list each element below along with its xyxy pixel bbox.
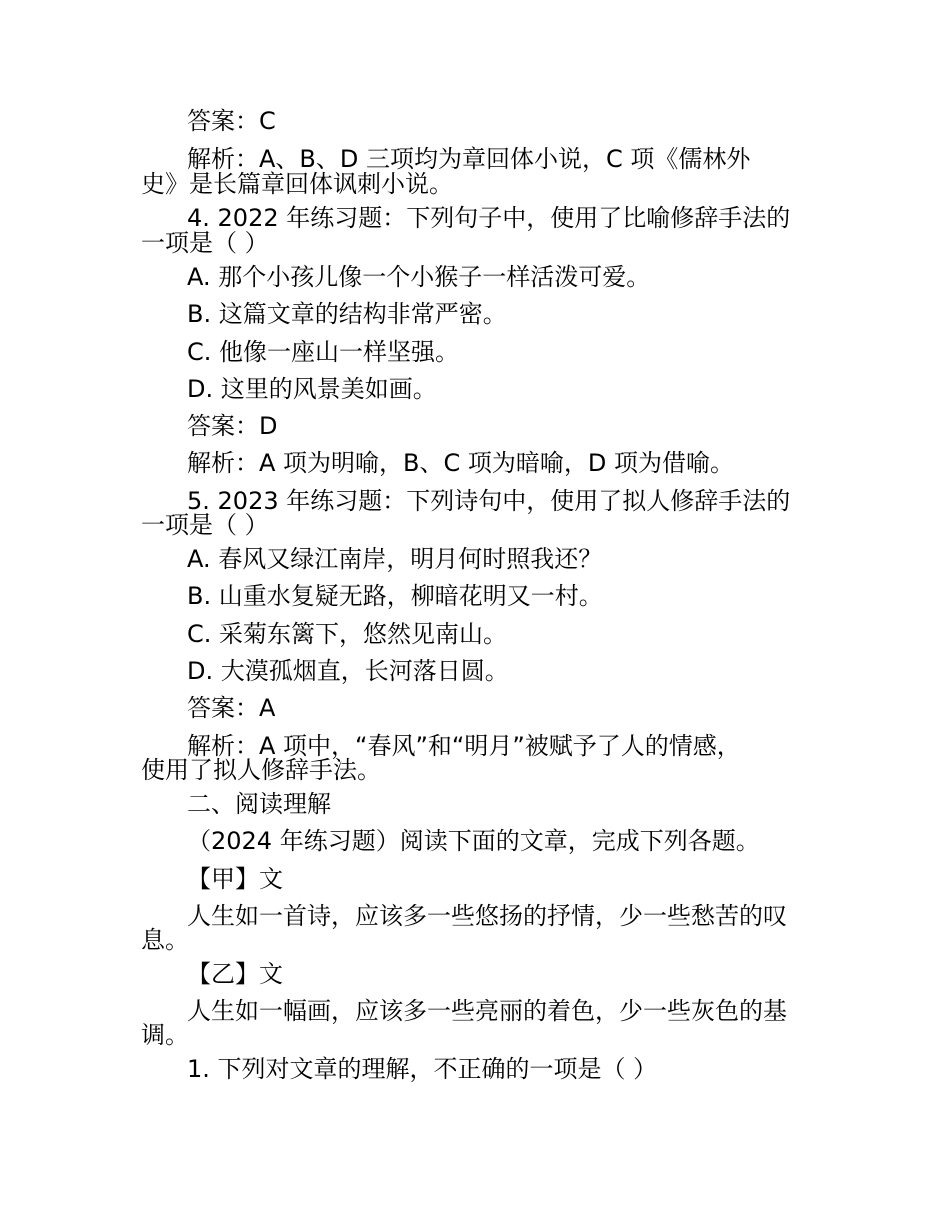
analysis-5-line-1: 解析：A 项中，“春风”和“明月”被赋予了人的情感， xyxy=(187,732,741,760)
text-a-line-1: 人生如一首诗，应该多一些悠扬的抒情，少一些愁苦的叹 xyxy=(187,902,787,930)
question-4-line-2: 一项是（ ） xyxy=(141,229,269,257)
answer-4: 答案：D xyxy=(187,412,278,440)
text-b-line-2: 调。 xyxy=(141,1021,189,1049)
reading-intro: （2024 年练习题）阅读下面的文章，完成下列各题。 xyxy=(187,827,760,855)
analysis-5-line-2: 使用了拟人修辞手法。 xyxy=(141,756,381,784)
text-a-line-2: 息。 xyxy=(141,926,189,954)
question-5-line-2: 一项是（ ） xyxy=(141,511,269,539)
text-a-heading: 【甲】文 xyxy=(187,865,283,893)
analysis-3-line-2: 史》是长篇章回体讽刺小说。 xyxy=(141,170,453,198)
analysis-4: 解析：A 项为明喻，B、C 项为暗喻，D 项为借喻。 xyxy=(187,449,735,477)
question-4-option-c: C. 他像一座山一样坚强。 xyxy=(187,338,460,366)
question-5-option-a: A. 春风又绿江南岸，明月何时照我还？ xyxy=(187,545,603,573)
question-4-option-a: A. 那个小孩儿像一个小猴子一样活泼可爱。 xyxy=(187,263,651,291)
question-5-option-c: C. 采菊东篱下，悠然见南山。 xyxy=(187,620,508,648)
answer-3: 答案：C xyxy=(187,107,276,135)
question-5-line-1: 5. 2023 年练习题：下列诗句中，使用了拟人修辞手法的 xyxy=(187,487,791,515)
text-b-line-1: 人生如一幅画，应该多一些亮丽的着色，少一些灰色的基 xyxy=(187,997,787,1025)
question-4-line-1: 4. 2022 年练习题：下列句子中，使用了比喻修辞手法的 xyxy=(187,204,791,232)
reading-question-1: 1. 下列对文章的理解，不正确的一项是（ ） xyxy=(187,1055,658,1083)
question-4-option-b: B. 这篇文章的结构非常严密。 xyxy=(187,300,507,328)
text-b-heading: 【乙】文 xyxy=(187,960,283,988)
question-5-option-b: B. 山重水复疑无路，柳暗花明又一村。 xyxy=(187,582,603,610)
answer-5: 答案：A xyxy=(187,694,276,722)
analysis-3-line-1: 解析：A、B、D 三项均为章回体小说，C 项《儒林外 xyxy=(187,145,751,173)
question-4-option-d: D. 这里的风景美如画。 xyxy=(187,375,437,403)
section-heading-reading: 二、阅读理解 xyxy=(187,790,331,818)
question-5-option-d: D. 大漠孤烟直，长河落日圆。 xyxy=(187,657,509,685)
